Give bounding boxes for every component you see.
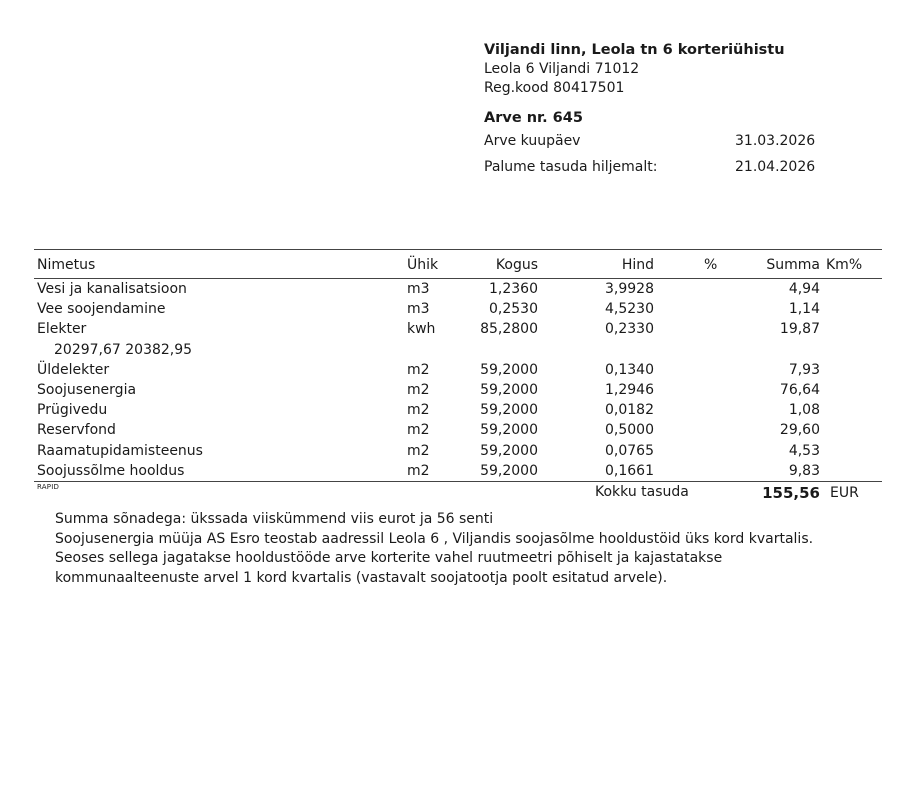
- row-unit: kwh: [407, 321, 436, 338]
- row-sum: 29,60: [779, 422, 820, 439]
- invoice-date-value: 31.03.2026: [735, 133, 816, 149]
- row-unit: m3: [407, 281, 430, 297]
- row-name: Soojusenergia: [37, 381, 137, 398]
- table-row: [34, 420, 882, 440]
- row-sum: 9,83: [788, 462, 820, 479]
- row-price: 1,2946: [605, 381, 654, 398]
- total-row: [34, 482, 882, 504]
- row-name: Elekter: [37, 321, 87, 338]
- total-currency: EUR: [830, 484, 859, 501]
- table-row: [34, 400, 882, 420]
- invoice-date-label: Arve kuupäev: [484, 133, 581, 149]
- header-unit: Ühik: [407, 257, 439, 273]
- invoice-date-row: [484, 128, 864, 154]
- header-price: Hind: [621, 257, 654, 273]
- row-name: Vesi ja kanalisatsioon: [37, 281, 187, 297]
- row-quantity: 59,2000: [480, 422, 538, 439]
- row-unit: m2: [407, 422, 430, 439]
- row-quantity: 85,2800: [480, 321, 538, 338]
- row-sum: 19,87: [779, 321, 820, 338]
- row-quantity: 59,2000: [480, 402, 538, 419]
- header-name: Nimetus: [37, 257, 96, 273]
- header-percent: %: [704, 257, 718, 273]
- row-quantity: 59,2000: [480, 462, 538, 479]
- row-quantity: 59,2000: [480, 361, 538, 378]
- row-price: 0,5000: [605, 422, 654, 439]
- row-sum: 4,53: [788, 442, 820, 459]
- header-quantity: Kogus: [495, 257, 538, 273]
- row-unit: m2: [407, 442, 430, 459]
- row-name: Üldelekter: [37, 361, 110, 378]
- row-price: 0,0182: [605, 402, 654, 419]
- table-row: [34, 299, 882, 319]
- header-vat: Km%: [826, 257, 863, 273]
- notes-block: [55, 510, 865, 588]
- row-price: 0,1340: [605, 361, 654, 378]
- row-price: 0,0765: [605, 442, 654, 459]
- row-unit: m2: [407, 402, 430, 419]
- invoice-number: Arve nr. 645: [484, 110, 583, 126]
- issuer-name: Viljandi linn, Leola tn 6 korteriühistu: [484, 42, 785, 58]
- row-name: Raamatupidamisteenus: [37, 442, 203, 459]
- table-row: [34, 380, 882, 400]
- row-name: Reservfond: [37, 422, 116, 439]
- row-unit: m2: [407, 361, 430, 378]
- row-sum: 1,14: [788, 301, 820, 318]
- row-sum: 7,93: [788, 361, 820, 378]
- due-date-value: 21.04.2026: [735, 159, 816, 175]
- issuer-address: Leola 6 Viljandi 71012: [484, 61, 640, 77]
- total-label: Kokku tasuda: [595, 483, 689, 500]
- row-name: Vee soojendamine: [37, 301, 166, 318]
- row-name: Prügivedu: [37, 402, 108, 419]
- header-sum: Summa: [766, 257, 820, 273]
- meter-readings-row: [34, 340, 882, 360]
- table-row: [34, 279, 882, 299]
- row-quantity: 1,2360: [489, 281, 538, 297]
- meter-readings: 20297,67 20382,95: [54, 341, 193, 358]
- row-unit: m3: [407, 301, 430, 318]
- table-row: [34, 441, 882, 461]
- heating-maintenance-note: Soojusenergia müüja AS Esro teostab aadressil Leola 6 , Viljandis soojasõlme hooldustöid üks kord kvartalis. Seoses sellega jagatakse hooldustööde arve korterite vahel ruutmeetri põhiselt ja kajastatakse kommunaalteenuste arvel 1 kord kvartalis (vastavalt soojatootja poolt esitatud arvele).: [55, 530, 814, 586]
- issuer-block: [484, 40, 864, 180]
- amount-in-words: Summa sõnadega: ükssada viiskümmend viis eurot ja 56 senti: [55, 511, 494, 527]
- software-tag: RAPID: [37, 482, 60, 491]
- row-quantity: 0,2530: [489, 301, 538, 318]
- row-price: 4,5230: [605, 301, 654, 318]
- invoice-table: [34, 249, 882, 504]
- table-row: [34, 461, 882, 481]
- row-price: 0,2330: [605, 321, 654, 338]
- row-unit: m2: [407, 462, 430, 479]
- row-quantity: 59,2000: [480, 442, 538, 459]
- row-sum: 4,94: [788, 281, 820, 297]
- issuer-reg-code: Reg.kood 80417501: [484, 80, 625, 96]
- row-sum: 1,08: [788, 402, 820, 419]
- total-value: 155,56: [762, 483, 820, 502]
- table-header-row: [34, 250, 882, 278]
- row-unit: m2: [407, 381, 430, 398]
- due-date-row: [484, 154, 864, 180]
- row-quantity: 59,2000: [480, 381, 538, 398]
- table-row: [34, 360, 882, 380]
- due-date-label: Palume tasuda hiljemalt:: [484, 159, 658, 175]
- row-price: 0,1661: [605, 462, 654, 479]
- row-price: 3,9928: [605, 281, 654, 297]
- row-name: Soojussõlme hooldus: [37, 462, 185, 479]
- table-row: [34, 319, 882, 339]
- row-sum: 76,64: [779, 381, 820, 398]
